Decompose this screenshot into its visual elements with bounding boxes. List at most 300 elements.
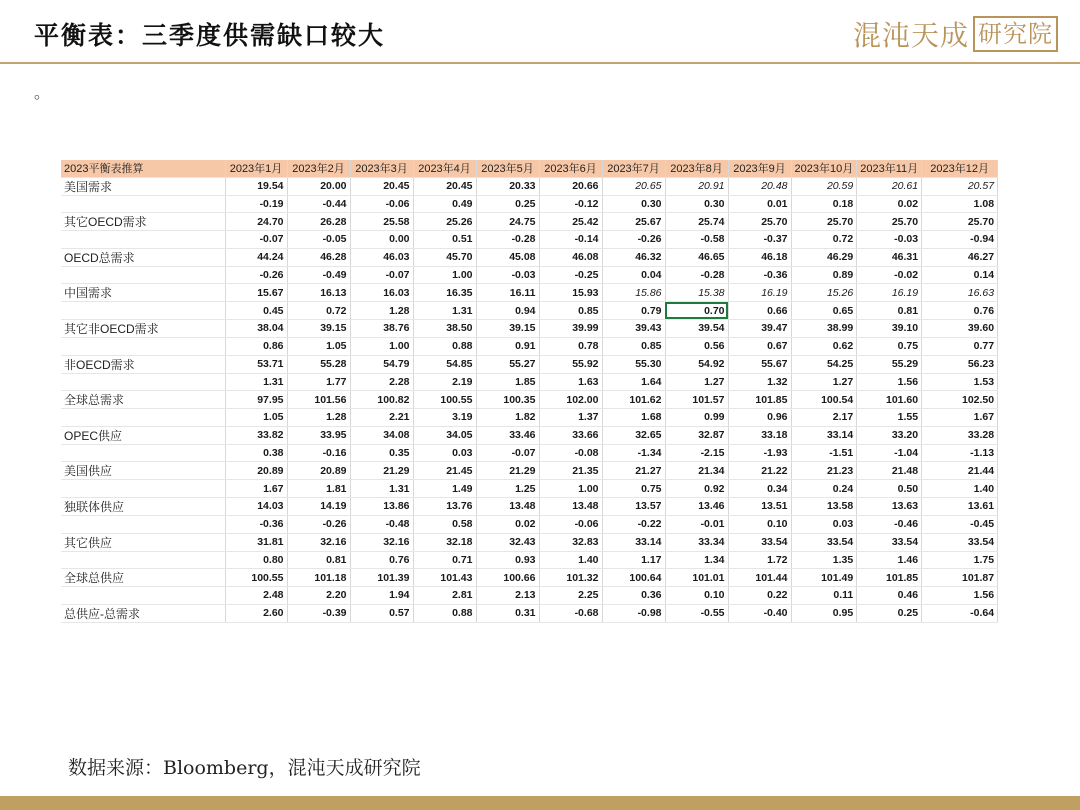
table-cell[interactable]: 101.43 <box>413 569 476 587</box>
table-cell[interactable]: 13.63 <box>857 497 922 515</box>
table-cell[interactable]: 46.18 <box>728 248 791 266</box>
table-cell[interactable]: 1.49 <box>413 480 476 498</box>
table-cell[interactable]: 19.54 <box>225 177 287 195</box>
table-cell[interactable]: 2.81 <box>413 587 476 605</box>
table-cell[interactable]: 101.57 <box>665 391 728 409</box>
table-cell[interactable]: 15.93 <box>539 284 602 302</box>
table-cell[interactable]: 33.95 <box>287 426 350 444</box>
table-cell[interactable]: 14.03 <box>225 497 287 515</box>
table-cell[interactable]: 0.75 <box>857 337 922 355</box>
table-cell[interactable]: 0.92 <box>665 480 728 498</box>
table-cell[interactable]: 15.26 <box>791 284 857 302</box>
table-cell[interactable]: 25.70 <box>922 213 998 231</box>
table-cell[interactable]: 101.85 <box>857 569 922 587</box>
table-cell[interactable]: -0.28 <box>476 231 539 249</box>
table-cell[interactable]: 1.82 <box>476 409 539 427</box>
table-cell[interactable]: 1.55 <box>857 409 922 427</box>
table-cell[interactable]: 1.34 <box>665 551 728 569</box>
table-cell[interactable]: 100.66 <box>476 569 539 587</box>
table-cell[interactable]: 100.54 <box>791 391 857 409</box>
table-cell[interactable]: -0.06 <box>350 195 413 213</box>
table-cell[interactable]: 21.29 <box>476 462 539 480</box>
table-cell[interactable]: 101.32 <box>539 569 602 587</box>
table-cell[interactable]: 1.00 <box>350 337 413 355</box>
table-cell[interactable]: 0.14 <box>922 266 998 284</box>
table-cell[interactable]: -0.64 <box>922 604 998 622</box>
table-cell[interactable]: 16.11 <box>476 284 539 302</box>
table-cell[interactable]: 0.72 <box>791 231 857 249</box>
table-cell[interactable]: 16.03 <box>350 284 413 302</box>
table-cell[interactable]: 0.72 <box>287 302 350 320</box>
table-cell[interactable]: 1.81 <box>287 480 350 498</box>
table-cell[interactable]: 97.95 <box>225 391 287 409</box>
table-cell[interactable]: 1.17 <box>602 551 665 569</box>
table-cell[interactable]: 1.27 <box>791 373 857 391</box>
table-cell[interactable]: 0.51 <box>413 231 476 249</box>
table-cell[interactable]: 0.66 <box>728 302 791 320</box>
table-cell[interactable]: -0.26 <box>225 266 287 284</box>
table-cell[interactable]: 3.19 <box>413 409 476 427</box>
table-cell[interactable]: 2.17 <box>791 409 857 427</box>
table-cell[interactable]: 0.91 <box>476 337 539 355</box>
table-cell[interactable]: 1.67 <box>225 480 287 498</box>
table-cell[interactable]: -0.39 <box>287 604 350 622</box>
table-cell[interactable]: 16.35 <box>413 284 476 302</box>
table-cell[interactable]: -0.03 <box>476 266 539 284</box>
table-cell[interactable]: -0.26 <box>287 515 350 533</box>
table-cell[interactable]: -0.03 <box>857 231 922 249</box>
table-cell[interactable]: 1.37 <box>539 409 602 427</box>
table-cell[interactable]: 1.56 <box>922 587 998 605</box>
table-cell[interactable]: 13.48 <box>476 497 539 515</box>
table-cell[interactable]: 33.46 <box>476 426 539 444</box>
table-cell[interactable]: 21.48 <box>857 462 922 480</box>
table-cell[interactable]: 0.70 <box>665 302 728 320</box>
table-cell[interactable]: 46.32 <box>602 248 665 266</box>
table-cell[interactable]: 13.86 <box>350 497 413 515</box>
table-cell[interactable]: 53.71 <box>225 355 287 373</box>
table-cell[interactable]: 1.05 <box>225 409 287 427</box>
table-cell[interactable]: -0.68 <box>539 604 602 622</box>
table-cell[interactable]: 2.19 <box>413 373 476 391</box>
table-cell[interactable]: 46.03 <box>350 248 413 266</box>
table-cell[interactable]: 13.51 <box>728 497 791 515</box>
table-cell[interactable]: -0.36 <box>728 266 791 284</box>
table-cell[interactable]: 34.08 <box>350 426 413 444</box>
table-cell[interactable]: 0.49 <box>413 195 476 213</box>
table-cell[interactable]: 54.25 <box>791 355 857 373</box>
table-cell[interactable]: 101.56 <box>287 391 350 409</box>
table-cell[interactable]: 16.63 <box>922 284 998 302</box>
table-cell[interactable]: 25.58 <box>350 213 413 231</box>
table-cell[interactable]: 38.04 <box>225 319 287 337</box>
table-cell[interactable]: 55.30 <box>602 355 665 373</box>
table-cell[interactable]: 101.62 <box>602 391 665 409</box>
table-cell[interactable]: 1.94 <box>350 587 413 605</box>
table-cell[interactable]: 0.03 <box>791 515 857 533</box>
table-cell[interactable]: 33.54 <box>857 533 922 551</box>
table-cell[interactable]: 25.26 <box>413 213 476 231</box>
table-cell[interactable]: 38.99 <box>791 319 857 337</box>
table-cell[interactable]: 14.19 <box>287 497 350 515</box>
table-cell[interactable]: 101.18 <box>287 569 350 587</box>
table-cell[interactable]: 1.35 <box>791 551 857 569</box>
table-cell[interactable]: 1.28 <box>350 302 413 320</box>
table-cell[interactable]: 21.45 <box>413 462 476 480</box>
table-cell[interactable]: 20.66 <box>539 177 602 195</box>
table-cell[interactable]: 21.22 <box>728 462 791 480</box>
table-cell[interactable]: 100.55 <box>225 569 287 587</box>
table-cell[interactable]: 20.45 <box>413 177 476 195</box>
table-cell[interactable]: 1.00 <box>413 266 476 284</box>
table-cell[interactable]: 0.75 <box>602 480 665 498</box>
table-cell[interactable]: 20.89 <box>225 462 287 480</box>
table-cell[interactable]: -0.45 <box>922 515 998 533</box>
table-cell[interactable]: 2.20 <box>287 587 350 605</box>
table-cell[interactable]: 0.86 <box>225 337 287 355</box>
table-cell[interactable]: 0.02 <box>476 515 539 533</box>
table-cell[interactable]: 1.67 <box>922 409 998 427</box>
table-cell[interactable]: 33.18 <box>728 426 791 444</box>
table-cell[interactable]: 25.67 <box>602 213 665 231</box>
table-cell[interactable]: 16.19 <box>728 284 791 302</box>
table-cell[interactable]: 1.56 <box>857 373 922 391</box>
table-cell[interactable]: 20.48 <box>728 177 791 195</box>
table-cell[interactable]: 16.19 <box>857 284 922 302</box>
table-cell[interactable]: 101.39 <box>350 569 413 587</box>
table-cell[interactable]: 1.75 <box>922 551 998 569</box>
table-cell[interactable]: -0.26 <box>602 231 665 249</box>
table-cell[interactable]: 0.88 <box>413 337 476 355</box>
table-cell[interactable]: -0.98 <box>602 604 665 622</box>
table-cell[interactable]: 20.65 <box>602 177 665 195</box>
table-cell[interactable]: 25.70 <box>857 213 922 231</box>
table-cell[interactable]: 0.46 <box>857 587 922 605</box>
table-cell[interactable]: 45.70 <box>413 248 476 266</box>
table-cell[interactable]: 46.27 <box>922 248 998 266</box>
table-cell[interactable]: 39.15 <box>287 319 350 337</box>
table-cell[interactable]: 0.02 <box>857 195 922 213</box>
table-cell[interactable]: 39.47 <box>728 319 791 337</box>
table-cell[interactable]: 21.44 <box>922 462 998 480</box>
table-cell[interactable]: 46.31 <box>857 248 922 266</box>
table-cell[interactable]: 0.30 <box>602 195 665 213</box>
table-cell[interactable]: 0.00 <box>350 231 413 249</box>
table-cell[interactable]: 33.28 <box>922 426 998 444</box>
table-cell[interactable]: 0.99 <box>665 409 728 427</box>
table-cell[interactable]: 25.42 <box>539 213 602 231</box>
table-cell[interactable]: 0.25 <box>476 195 539 213</box>
table-cell[interactable]: 21.35 <box>539 462 602 480</box>
table-cell[interactable]: 34.05 <box>413 426 476 444</box>
table-cell[interactable]: 46.28 <box>287 248 350 266</box>
table-cell[interactable]: 54.79 <box>350 355 413 373</box>
table-cell[interactable]: 0.25 <box>857 604 922 622</box>
table-cell[interactable]: 0.03 <box>413 444 476 462</box>
table-cell[interactable]: 38.76 <box>350 319 413 337</box>
table-cell[interactable]: 24.70 <box>225 213 287 231</box>
table-cell[interactable]: 21.29 <box>350 462 413 480</box>
table-cell[interactable]: -0.58 <box>665 231 728 249</box>
table-cell[interactable]: 31.81 <box>225 533 287 551</box>
table-cell[interactable]: 39.60 <box>922 319 998 337</box>
table-cell[interactable]: 100.35 <box>476 391 539 409</box>
table-cell[interactable]: 0.36 <box>602 587 665 605</box>
table-cell[interactable]: 32.83 <box>539 533 602 551</box>
table-cell[interactable]: 38.50 <box>413 319 476 337</box>
table-cell[interactable]: 0.45 <box>225 302 287 320</box>
table-cell[interactable]: 0.88 <box>413 604 476 622</box>
table-cell[interactable]: 13.61 <box>922 497 998 515</box>
table-cell[interactable]: 0.24 <box>791 480 857 498</box>
table-cell[interactable]: 0.96 <box>728 409 791 427</box>
table-cell[interactable]: 0.58 <box>413 515 476 533</box>
table-cell[interactable]: 55.67 <box>728 355 791 373</box>
table-cell[interactable]: 55.28 <box>287 355 350 373</box>
table-cell[interactable]: 15.67 <box>225 284 287 302</box>
table-cell[interactable]: 0.10 <box>665 587 728 605</box>
table-cell[interactable]: 0.79 <box>602 302 665 320</box>
table-cell[interactable]: 20.57 <box>922 177 998 195</box>
table-cell[interactable]: -0.37 <box>728 231 791 249</box>
table-cell[interactable]: 20.91 <box>665 177 728 195</box>
table-cell[interactable]: -2.15 <box>665 444 728 462</box>
table-cell[interactable]: 0.50 <box>857 480 922 498</box>
table-cell[interactable]: 0.81 <box>857 302 922 320</box>
table-cell[interactable]: 25.74 <box>665 213 728 231</box>
table-cell[interactable]: 0.35 <box>350 444 413 462</box>
table-cell[interactable]: 39.99 <box>539 319 602 337</box>
table-cell[interactable]: 0.89 <box>791 266 857 284</box>
table-cell[interactable]: 33.82 <box>225 426 287 444</box>
table-cell[interactable]: 0.94 <box>476 302 539 320</box>
table-cell[interactable]: 33.54 <box>791 533 857 551</box>
table-cell[interactable]: 1.00 <box>539 480 602 498</box>
table-cell[interactable]: 21.34 <box>665 462 728 480</box>
table-cell[interactable]: 20.45 <box>350 177 413 195</box>
table-cell[interactable]: 0.76 <box>350 551 413 569</box>
table-cell[interactable]: 1.32 <box>728 373 791 391</box>
table-cell[interactable]: 21.23 <box>791 462 857 480</box>
table-cell[interactable]: 0.95 <box>791 604 857 622</box>
table-cell[interactable]: 1.31 <box>413 302 476 320</box>
table-cell[interactable]: 32.18 <box>413 533 476 551</box>
table-cell[interactable]: 0.11 <box>791 587 857 605</box>
table-cell[interactable]: 102.50 <box>922 391 998 409</box>
table-cell[interactable]: -0.94 <box>922 231 998 249</box>
table-cell[interactable]: 20.33 <box>476 177 539 195</box>
table-cell[interactable]: 32.87 <box>665 426 728 444</box>
table-cell[interactable]: -0.55 <box>665 604 728 622</box>
table-cell[interactable]: -1.51 <box>791 444 857 462</box>
table-cell[interactable]: 1.53 <box>922 373 998 391</box>
table-cell[interactable]: 26.28 <box>287 213 350 231</box>
table-cell[interactable]: 0.22 <box>728 587 791 605</box>
table-cell[interactable]: -0.22 <box>602 515 665 533</box>
table-cell[interactable]: 2.48 <box>225 587 287 605</box>
table-cell[interactable]: 45.08 <box>476 248 539 266</box>
table-cell[interactable]: 2.28 <box>350 373 413 391</box>
table-cell[interactable]: 1.08 <box>922 195 998 213</box>
table-cell[interactable]: 101.49 <box>791 569 857 587</box>
table-cell[interactable]: -0.16 <box>287 444 350 462</box>
table-cell[interactable]: 32.65 <box>602 426 665 444</box>
table-cell[interactable]: 1.85 <box>476 373 539 391</box>
table-cell[interactable]: 0.81 <box>287 551 350 569</box>
table-cell[interactable]: 100.64 <box>602 569 665 587</box>
table-cell[interactable]: 16.13 <box>287 284 350 302</box>
table-cell[interactable]: 0.10 <box>728 515 791 533</box>
table-cell[interactable]: 0.31 <box>476 604 539 622</box>
table-cell[interactable]: 1.40 <box>539 551 602 569</box>
table-cell[interactable]: 1.72 <box>728 551 791 569</box>
table-cell[interactable]: 32.16 <box>287 533 350 551</box>
table-cell[interactable]: -1.13 <box>922 444 998 462</box>
table-cell[interactable]: 1.64 <box>602 373 665 391</box>
table-cell[interactable]: -0.44 <box>287 195 350 213</box>
table-cell[interactable]: -0.02 <box>857 266 922 284</box>
table-cell[interactable]: 0.18 <box>791 195 857 213</box>
table-cell[interactable]: 1.63 <box>539 373 602 391</box>
table-cell[interactable]: -0.19 <box>225 195 287 213</box>
table-cell[interactable]: 101.44 <box>728 569 791 587</box>
table-cell[interactable]: 0.30 <box>665 195 728 213</box>
table-cell[interactable]: 55.29 <box>857 355 922 373</box>
table-cell[interactable]: -1.93 <box>728 444 791 462</box>
table-cell[interactable]: 20.00 <box>287 177 350 195</box>
table-cell[interactable]: 2.25 <box>539 587 602 605</box>
table-cell[interactable]: 33.54 <box>922 533 998 551</box>
table-cell[interactable]: 39.10 <box>857 319 922 337</box>
table-cell[interactable]: 0.71 <box>413 551 476 569</box>
table-cell[interactable]: 1.40 <box>922 480 998 498</box>
table-cell[interactable]: 0.85 <box>602 337 665 355</box>
table-cell[interactable]: 101.87 <box>922 569 998 587</box>
table-cell[interactable]: -0.07 <box>476 444 539 462</box>
table-cell[interactable]: -0.12 <box>539 195 602 213</box>
table-cell[interactable]: 0.65 <box>791 302 857 320</box>
table-cell[interactable]: 15.86 <box>602 284 665 302</box>
table-cell[interactable]: 0.67 <box>728 337 791 355</box>
table-cell[interactable]: -0.46 <box>857 515 922 533</box>
table-cell[interactable]: 13.48 <box>539 497 602 515</box>
table-cell[interactable]: 20.59 <box>791 177 857 195</box>
table-cell[interactable]: 1.46 <box>857 551 922 569</box>
table-cell[interactable]: -0.14 <box>539 231 602 249</box>
table-cell[interactable]: 1.28 <box>287 409 350 427</box>
table-cell[interactable]: 33.34 <box>665 533 728 551</box>
table-cell[interactable]: 101.01 <box>665 569 728 587</box>
table-cell[interactable]: 1.77 <box>287 373 350 391</box>
table-cell[interactable]: 25.70 <box>728 213 791 231</box>
table-cell[interactable]: 1.27 <box>665 373 728 391</box>
table-cell[interactable]: 32.16 <box>350 533 413 551</box>
table-cell[interactable]: 44.24 <box>225 248 287 266</box>
table-cell[interactable]: 33.20 <box>857 426 922 444</box>
table-cell[interactable]: 33.66 <box>539 426 602 444</box>
table-cell[interactable]: 0.77 <box>922 337 998 355</box>
table-cell[interactable]: 46.08 <box>539 248 602 266</box>
table-cell[interactable]: 102.00 <box>539 391 602 409</box>
table-cell[interactable]: 46.65 <box>665 248 728 266</box>
table-cell[interactable]: 55.27 <box>476 355 539 373</box>
table-cell[interactable]: 20.89 <box>287 462 350 480</box>
table-cell[interactable]: 13.46 <box>665 497 728 515</box>
table-cell[interactable]: -0.08 <box>539 444 602 462</box>
table-cell[interactable]: 2.60 <box>225 604 287 622</box>
table-cell[interactable]: -1.04 <box>857 444 922 462</box>
table-cell[interactable]: 24.75 <box>476 213 539 231</box>
table-cell[interactable]: 1.31 <box>350 480 413 498</box>
table-cell[interactable]: 100.82 <box>350 391 413 409</box>
table-cell[interactable]: -0.40 <box>728 604 791 622</box>
table-cell[interactable]: -0.36 <box>225 515 287 533</box>
table-cell[interactable]: 100.55 <box>413 391 476 409</box>
table-cell[interactable]: 0.85 <box>539 302 602 320</box>
table-cell[interactable]: 25.70 <box>791 213 857 231</box>
table-cell[interactable]: 39.54 <box>665 319 728 337</box>
table-cell[interactable]: -0.07 <box>225 231 287 249</box>
table-cell[interactable]: 39.15 <box>476 319 539 337</box>
table-cell[interactable]: 54.85 <box>413 355 476 373</box>
table-cell[interactable]: 20.61 <box>857 177 922 195</box>
table-cell[interactable]: 13.76 <box>413 497 476 515</box>
table-cell[interactable]: 56.23 <box>922 355 998 373</box>
table-cell[interactable]: -0.07 <box>350 266 413 284</box>
table-cell[interactable]: 33.14 <box>791 426 857 444</box>
table-cell[interactable]: 15.38 <box>665 284 728 302</box>
table-cell[interactable]: 32.43 <box>476 533 539 551</box>
table-cell[interactable]: -0.28 <box>665 266 728 284</box>
table-cell[interactable]: 0.78 <box>539 337 602 355</box>
table-cell[interactable]: 2.21 <box>350 409 413 427</box>
table-cell[interactable]: -0.06 <box>539 515 602 533</box>
table-cell[interactable]: 101.85 <box>728 391 791 409</box>
table-cell[interactable]: 39.43 <box>602 319 665 337</box>
table-cell[interactable]: 1.05 <box>287 337 350 355</box>
table-cell[interactable]: 0.62 <box>791 337 857 355</box>
table-cell[interactable]: -0.25 <box>539 266 602 284</box>
table-cell[interactable]: 0.01 <box>728 195 791 213</box>
table-cell[interactable]: 0.38 <box>225 444 287 462</box>
table-cell[interactable]: -1.34 <box>602 444 665 462</box>
table-cell[interactable]: 33.54 <box>728 533 791 551</box>
table-cell[interactable]: 2.13 <box>476 587 539 605</box>
table-cell[interactable]: 0.76 <box>922 302 998 320</box>
table-cell[interactable]: 54.92 <box>665 355 728 373</box>
table-cell[interactable]: 0.56 <box>665 337 728 355</box>
table-cell[interactable]: 1.25 <box>476 480 539 498</box>
table-cell[interactable]: 1.68 <box>602 409 665 427</box>
table-cell[interactable]: -0.49 <box>287 266 350 284</box>
table-cell[interactable]: -0.01 <box>665 515 728 533</box>
table-cell[interactable]: 0.57 <box>350 604 413 622</box>
table-cell[interactable]: -0.05 <box>287 231 350 249</box>
table-cell[interactable]: 21.27 <box>602 462 665 480</box>
table-cell[interactable]: -0.48 <box>350 515 413 533</box>
table-cell[interactable]: 0.80 <box>225 551 287 569</box>
table-cell[interactable]: 33.14 <box>602 533 665 551</box>
table-cell[interactable]: 46.29 <box>791 248 857 266</box>
table-cell[interactable]: 13.58 <box>791 497 857 515</box>
table-cell[interactable]: 13.57 <box>602 497 665 515</box>
table-cell[interactable]: 55.92 <box>539 355 602 373</box>
table-cell[interactable]: 1.31 <box>225 373 287 391</box>
table-cell[interactable]: 0.04 <box>602 266 665 284</box>
table-cell[interactable]: 0.93 <box>476 551 539 569</box>
table-cell[interactable]: 101.60 <box>857 391 922 409</box>
table-cell[interactable]: 0.34 <box>728 480 791 498</box>
